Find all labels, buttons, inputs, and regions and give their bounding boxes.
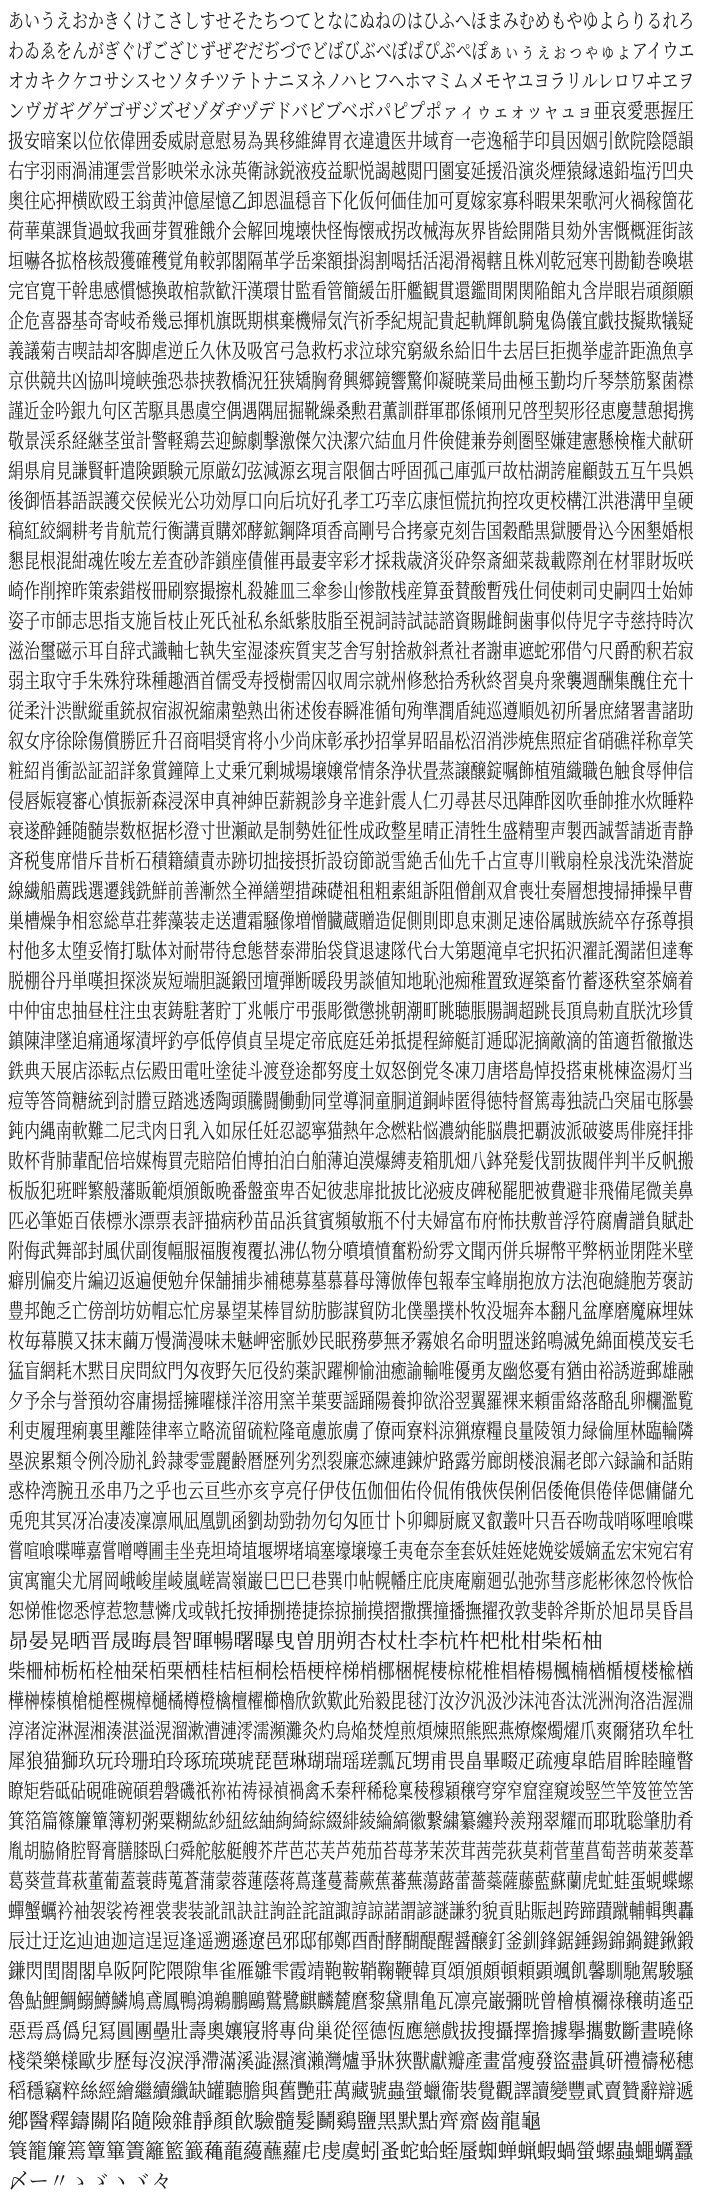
character-line: 垣嚇各拡格核殻獲確穫覚角較郭閣隔革学岳楽額掛潟割喝括活渇滑褐轄且株刈乾冠寒刊勘勧巻喚堪 bbox=[8, 249, 694, 273]
character-line: 胤胡脇脩腔腎膏膳膝臥臼舜舵舷艇艘芥芹芭芯芙芦苑茄苔苺茅茉茨茸茜莞荻莫莉菅菫菖萄菩萌萊菱葦 bbox=[8, 1839, 694, 1863]
character-line: 猛盲網耗木黙目戻問紋門匁夜野矢厄役約薬訳躍柳愉油癒諭輸唯優勇友幽悠憂有猶由裕誘遊郵雄融 bbox=[8, 1359, 694, 1383]
character-line: 線繊船薦践選遷銭銑鮮前善漸然全禅繕塑措疎礎祖租粗素組訴阻僧創双倉喪壮奏層想捜掃挿操早曹 bbox=[8, 879, 694, 903]
character-line: 叙女序徐除傷償勝匠升召商唱奨宵将小少尚床彰承抄招掌昇昭晶松沼消渉焼焦照症省硝礁祥称章笑 bbox=[8, 729, 694, 753]
character-line: 奥往応押横欧殴王翁黄沖億屋憶乙卸恩温穏音下化仮何価佳加可夏嫁家寡科暇果架歌河火禍稼箇花 bbox=[8, 189, 694, 213]
character-line: 恕悌惟惚悉惇惹惣慧憐戊或戟托按挿捌捲捷捺掠揃摸摺撒撰撞播撫擢孜敦斐斡斧斯於旭昂昊昏昌 bbox=[8, 1599, 694, 1623]
character-line: 鈍内縄南軟難二尼弐肉日乳入如尿任妊忍認寧猫熱年念燃粘悩濃納能脳農把覇波派破婆馬俳廃拝排 bbox=[8, 1119, 694, 1143]
character-line: 扱安暗案以位依偉囲委威尉意慰易為異移維緯胃衣違遺医井域育一壱逸稲芋印員因姻引飲院陰隠韻 bbox=[8, 129, 694, 153]
character-line: 痘等答筒糖統到討謄豆踏逃透陶頭騰闘働動同堂導洞童胴道銅峠匿得徳特督篤毒独読凸突届屯豚曇 bbox=[8, 1089, 694, 1113]
character-line: 惡焉爲僞兒冩圓團壘壯壽奧孃寢將專尙巢從徑德恆應戀戲拔搜攝擇擔據擧攜數斷晝曉條 bbox=[8, 2019, 694, 2043]
character-line: 巣槽燥争相窓総草荘葬藻装走送遭霜騒像増憎臓蔵贈造促側則即息束測足速俗属賊族続卒存孫尊損 bbox=[8, 909, 694, 933]
character-line: 侵唇娠寝審心慎振新森浸深申真神紳臣薪親診身辛進針震人仁刃尋甚尽迅陣酢図吹垂帥推水炊睡粋 bbox=[8, 789, 694, 813]
character-line: 完官寛干幹患感慣憾換敢棺款歓汗漢環甘監看管簡緩缶肝艦観貫還鑑間閑関陥館丸含岸眼岩頑顔願 bbox=[8, 279, 694, 303]
character-line: 弱主取守手朱殊狩珠種趣酒首儒受寿授樹需囚収周宗就州修愁拾秀秋終習臭舟衆襲週酬集醜住充十 bbox=[8, 669, 694, 693]
character-line: 棧榮樂樣歐步歷每沒淚淨滯滿溪澁濕濱瀨灣爐爭牀狹獸獻瓣產畫當瘦發盜盡眞硏禮禱秘穗 bbox=[8, 2049, 694, 2073]
character-line: 企危喜器基奇寄岐希幾忌揮机旗既期棋棄機帰気汽祈季紀規記貴起軌輝飢騎鬼偽儀宜戯技擬欺犠疑 bbox=[8, 309, 694, 333]
character-line: 稻穩竊粹絲經繪繼續纖缺罐聽膽與舊艷莊萬藏號蟲螢蠟衞裝覺觀譯讀變豐貳賣贊辭辯遞 bbox=[8, 2079, 694, 2103]
character-line: 荷華菓課貨過蚊我画芽賀雅餓介会解回塊壊快怪悔懐戒拐改械海灰界皆絵開階貝劾外害慨概涯街該 bbox=[8, 219, 694, 243]
character-line: 京供競共凶協叫境峡強恐恭挟教橋況狂狭矯胸脅興郷鏡響驚仰凝暁業局曲極玉勤均斤琴禁筋緊菌襟 bbox=[8, 369, 694, 393]
character-line: 寅寓寵尖尤屑岡峨峻崖崚嵐嵯嵩嶺巌巳巴巳巷巽巾帖幌幡庄庇庚庵廟廻弘弛弥彗彦彪彬徠忽怜恢恰 bbox=[8, 1569, 694, 1593]
character-line: 後御悟碁語誤護交侯候光公功効厚口向后坑好孔孝工巧幸広康恒慌抗拘控攻更校構江洪港溝甲皇硬 bbox=[8, 489, 694, 513]
character-line: 衰遂酔錘随髄崇数枢据杉澄寸世瀬畝是制勢姓征性成政整星晴正清牲生盛精聖声製西誠誓請逝青静 bbox=[8, 819, 694, 843]
character-line: 兎兜其冥冴冶凄凌凜凛凧凪凰凱函劉劫勁勃勿匂匁匝廿卜卯卿厨廐叉叡叢叶只吾吞吻哉哨啄哩喰喋 bbox=[8, 1509, 694, 1533]
character-line: 謹近金吟銀九句区苦駆具愚虞空偶遇隅屈掘靴繰桑勲君薫訓群軍郡係傾刑兄啓型契形径恵慶慧憩掲携 bbox=[8, 399, 694, 423]
character-line: 利吏履理痢裏里離陸律率立略流留硫粒隆竜慮旅虜了僚両寮料涼猟療糧良量陵領力緑倫厘林臨輪隣 bbox=[8, 1419, 694, 1443]
character-line: 従柔汁渋獣縦重銃叔宿淑祝縮粛塾熟出術述俊春瞬准循旬殉準潤盾純巡遵順処初所暑庶緒署書諸助 bbox=[8, 699, 694, 723]
character-line: 粧紹肖衝訟証詔詳象賞鐘障上丈乗冗剰城場壌嬢常情条浄状畳蒸譲醸錠嘱飾植殖織職色触食辱伸信 bbox=[8, 759, 694, 783]
character-line: 鄕醫釋鑄關陷隨險雜靜顏飮驗髓髮鬭鷄鹽黑默點齊齋齒龍龜 bbox=[8, 2109, 541, 2133]
character-line: 淳渚淀淋渥湘湊湛溢滉溜漱漕漣澪濡瀕灘灸灼烏焔焚煌煎煩煉照熊熙燕燎燦燭燿爪爽爾猪玖牟牡 bbox=[8, 1719, 694, 1743]
character-line: 崎作削搾昨策索錯桜冊刷察撮擦札殺雑皿三傘参山惨散桟産算蚕賛酸暫残仕伺使刺司史嗣四士始姉 bbox=[8, 579, 694, 603]
character-line: 魯鮎鯉鯛鰯鱒鱗鳩鳶鳳鴨鴻鵜鵬鷗鷲鷺麒麟麓麿黎黛鼎亀瓦凛亮巌彌晄曾檜槙禰祿穣萌遙亞 bbox=[8, 1989, 695, 2013]
character-line: 敗杯背肺輩配倍培媒梅買売賠陪伯博拍泊白舶薄迫漠爆縛麦箱肌畑八鉢発髪伐罰抜閥伴判半反帆搬 bbox=[8, 1149, 694, 1173]
character-line: 滋治璽磁示耳自辞式識軸七執失室湿漆疾質実芝舎写射捨赦斜煮社者謝車遮蛇邪借勺尺爵酌釈若寂 bbox=[8, 639, 694, 663]
character-line: 昴晏晃晒晋晟晦晨智暉暢曙曝曳曽朋朔杏杖杜李杭杵杷枇柑柴柘柚 bbox=[8, 1629, 603, 1653]
character-line: 葛葵萱葺萩董葡蓋蓑蒔蒐蒼蒲蒙蓉蓮蔭蒋蔦蓬蔓蕎蕨蕉蕃蕪蕩蕗蕾薔蘂薩藤藍蘇蘭虎虻蛙蛋蜆蝶螺 bbox=[8, 1869, 694, 1893]
character-line: 義議菊吉喫詰却客脚虐逆丘久休及吸宮弓急救朽求泣球究窮級糸給旧牛去居巨拒拠挙虚許距漁魚享 bbox=[8, 339, 694, 363]
character-line: 鎌閃閏閤閣阜阪阿陀隈隙隼雀雁雛雫霞靖鞄鞍鞘鞠鞭韓頁頌頒頗頓頼顕颯飢馨馴馳駕駿騒 bbox=[8, 1959, 694, 1983]
character-line: 夕予余与誉預幼容庸揚揺擁曜様洋溶用窯羊葉要謡踊陽養抑欲浴翌翼羅裸来頼雷絡落酪乱卵欄濫覧 bbox=[8, 1389, 694, 1413]
character-line: わゐゑをんがぎぐげござじずぜぞだぢづでどばびぶべぼぱぴぷぺぽぁぃぅぇぉっゃゅょアイウエ bbox=[8, 39, 695, 63]
character-line: 柴柵柿栃柘栓柚栞栢栗栖桂桔桓桐桧梧梗梓梯梢梛梱梶棲椋椛椎椙椿楊楓楠楢楯榎楼楡楢 bbox=[8, 1659, 694, 1683]
character-line: 敬景渓系経継茎蛍計警軽鶏芸迎鯨劇撃激傑欠決潔穴結血月件倹健兼券剣圏堅嫌建憲懸検権犬献研 bbox=[8, 429, 694, 453]
character-line: 斉税隻席惜斥昔析石積籍績責赤跡切拙接摂折設窃節説雪絶舌仙先千占宣専川戦扇栓泉浅洗染潜旋 bbox=[8, 849, 694, 873]
character-line: 辰辻迂迄辿迪迦這逞逗逢遥遡遜遼邑邪邸郁鄭酉酎酵醐醍醒醤醸釘釜釧鋒鋸錘錫錦鍋鍵鍬鍛 bbox=[8, 1929, 695, 1953]
character-line: 附侮武舞部封風伏副復幅服福腹複覆払沸仏物分噴墳憤奮粉紛雰文聞丙併兵塀幣平弊柄並閉陛米壁 bbox=[8, 1239, 694, 1263]
character-line: 犀狼猫獅玖玩玲珊珀玲琢琉瑛琥琵琶琳瑚瑞瑶瑳瓢瓦甥甫畏畠畢畷疋疏痩皐皓眉眸睦瞳瞥 bbox=[8, 1749, 694, 1773]
character-line: 脱棚谷丹単嘆担探淡炭短端胆誕鍛団壇弾断暖段男談値知地恥池痴稚置致遅築畜竹蓄逐秩窒茶嫡着 bbox=[8, 969, 694, 993]
character-line: 瞭矩砦砥砧硯碓碗碩碧磐磯祇祢祐祷禄禎禍禽禾秦秤稀稔稟稜穆穎穣穹穿窄窟窪窺竣竪竺竿笈笹笠筈 bbox=[8, 1779, 694, 1803]
character-line: 村他多太堕妥惰打駄体対耐帯待怠態替泰滞胎袋貸退逮隊代台大第題滝卓宅択拓沢濯託濁諾但達奪 bbox=[8, 939, 694, 963]
character-line: 嘗喧喰喋嘩嘉嘗噌噂圃圭坐尭坦埼埴堰堺堵塙塞壕壌壕壬夷奄奈奎套妖娃姪姥娩娑媛嫡孟宏宋宛宕宥 bbox=[8, 1539, 694, 1563]
character-line: ンヴガギグゲゴザジズゼゾダヂヅデドバビブベボパピプポァィゥェォッャュョ亜哀愛悪握圧 bbox=[8, 99, 695, 123]
character-line: 鉄典天展店添転点伝殿田電吐塗徒斗渡登途都努度土奴怒倒党冬凍刀唐塔島悼投搭東桃棟盗湯灯当 bbox=[8, 1059, 694, 1083]
character-list bbox=[8, 6, 694, 2196]
character-line: オカキクケコサシスセソタチツテトナニヌネノハヒフヘホマミムメモヤユヨラリルレロワヰヱヲ bbox=[8, 69, 695, 93]
character-line: 中仲宙忠抽昼柱注虫衷鋳駐著貯丁兆帳庁弔張彫徴懲挑朝潮町眺聴脹腸調超跳長頂鳥勅直朕沈珍賃 bbox=[8, 999, 694, 1023]
character-line: 簑籠簾篶簟篳簀籬籃籖蘒蘢蘰蘸蘿虍虔虞蚓蚤蛇蛤蛭蜃蜘蝉蝋蝦蝸螢螺蟲蠅蠣蠶 bbox=[8, 2139, 694, 2163]
character-line: 姿子市師志思指支施旨枝止死氏祉私糸紙紫肢脂至視詞詩試誌諮資賜雌飼歯事似侍児字寺慈持時次 bbox=[8, 609, 694, 633]
character-line: 蟬蟹蠣衿袖袈裟袴裡裳裴装訛訊訣註詢詮詫誼諏諄諒諾謂諺謎謙豹貌貢貼賑赳跨蹄蹟蹴輔輯輿轟 bbox=[8, 1899, 694, 1923]
character-line: 懇昆根混紺魂佐唆左差査砂詐鎖座債催再最妻宰彩才採栽歳済災砕祭斎細菜裁載際剤在材罪財坂咲 bbox=[8, 549, 694, 573]
character-line: 枚毎幕膜又抹末繭万慢満漫味未魅岬密脈妙民眠務夢無矛霧娘名命明盟迷銘鳴滅免綿面模茂妄毛 bbox=[8, 1329, 694, 1353]
character-line: 癖別偏変片編辺返遍便勉弁保舗捕歩補穂募墓慕暮母簿倣俸包報奉宝峰崩抱放方法泡砲縫胞芳褒訪 bbox=[8, 1269, 694, 1293]
character-line: 惑枠湾腕丑丞串乃之乎也云亘些亦亥亨亮仔伊伎伍伽佃佑伶侃侑俄俠俣俐侶倭俺倶倦倖偲傭儲允 bbox=[8, 1479, 694, 1503]
character-line: 稿紅絞綱耕考肯航荒行衡講貢購郊酵鉱鋼降項香高剛号合拷豪克刻告国穀酷黒獄腰骨込今困墾婚根 bbox=[8, 519, 694, 543]
character-line: 鎮陳津墜追痛通塚漬坪釣亭低停偵貞呈堤定帝底庭廷弟抵提程締艇訂逓邸泥摘敵滴的笛適哲徹撤迭 bbox=[8, 1029, 694, 1053]
character-line: 板版犯班畔繁般藩販範煩頒飯晩番盤蛮卑否妃彼悲扉批披比泌疲皮碑秘罷肥被費避非飛備尾微美鼻 bbox=[8, 1179, 694, 1203]
character-line: 箕箔篇篠簾簞簿籾粥粟糊紘紗紐絃紬絢綺綜綴緋綾綸縞徽繋繍纂纏羚羨翔翠耀而耶耽聡肇肋肴 bbox=[8, 1809, 694, 1833]
character-line: 塁涙累類令例冷励礼鈴隷零霊麗齢暦歴列劣烈裂廉恋練連錬炉路露労廊朗楼浪漏老郎六録論和話賄 bbox=[8, 1449, 694, 1473]
character-line: 絹県肩見謙賢軒遣険顕験元原厳幻弦減源玄現言限個古呼固孤己庫弧戸故枯湖誇雇顧鼓五互午呉娯 bbox=[8, 459, 694, 483]
character-line: 〆ー〃ゝゞヽヾ々 bbox=[8, 2169, 172, 2193]
character-line: 匹必筆姫百俵標氷漂票表評描病秒苗品浜貧賓頻敏瓶不付夫婦富布府怖扶敷普浮符腐膚譜負賦赴 bbox=[8, 1209, 694, 1233]
character-line: 豊邦飽乏亡傍剖坊妨帽忘忙房暴望某棒冒紡肪膨謀貿防北僕墨撲朴牧没堀奔本翻凡盆摩磨魔麻埋妹 bbox=[8, 1299, 694, 1323]
character-line: あいうえおかきくけこさしすせそたちつてとなにぬねのはひふへほまみむめもやゆよらりるれろ bbox=[8, 9, 695, 33]
character-line: 樺榊榛槙槍槌樫槻樟樋橘樽橙檎檀櫂櫛櫓欣欽歎此殆毅毘毬汀汝汐汎汲沙沫沌沓汰洸洲洵洛浩渥淵 bbox=[8, 1689, 694, 1713]
character-line: 右宇羽雨渦浦運雲営影映栄永泳英衛詠鋭液疫益駅悦謁越閲円園宴延援沿演炎煙猿縁遠鉛塩汚凹央 bbox=[8, 159, 694, 183]
